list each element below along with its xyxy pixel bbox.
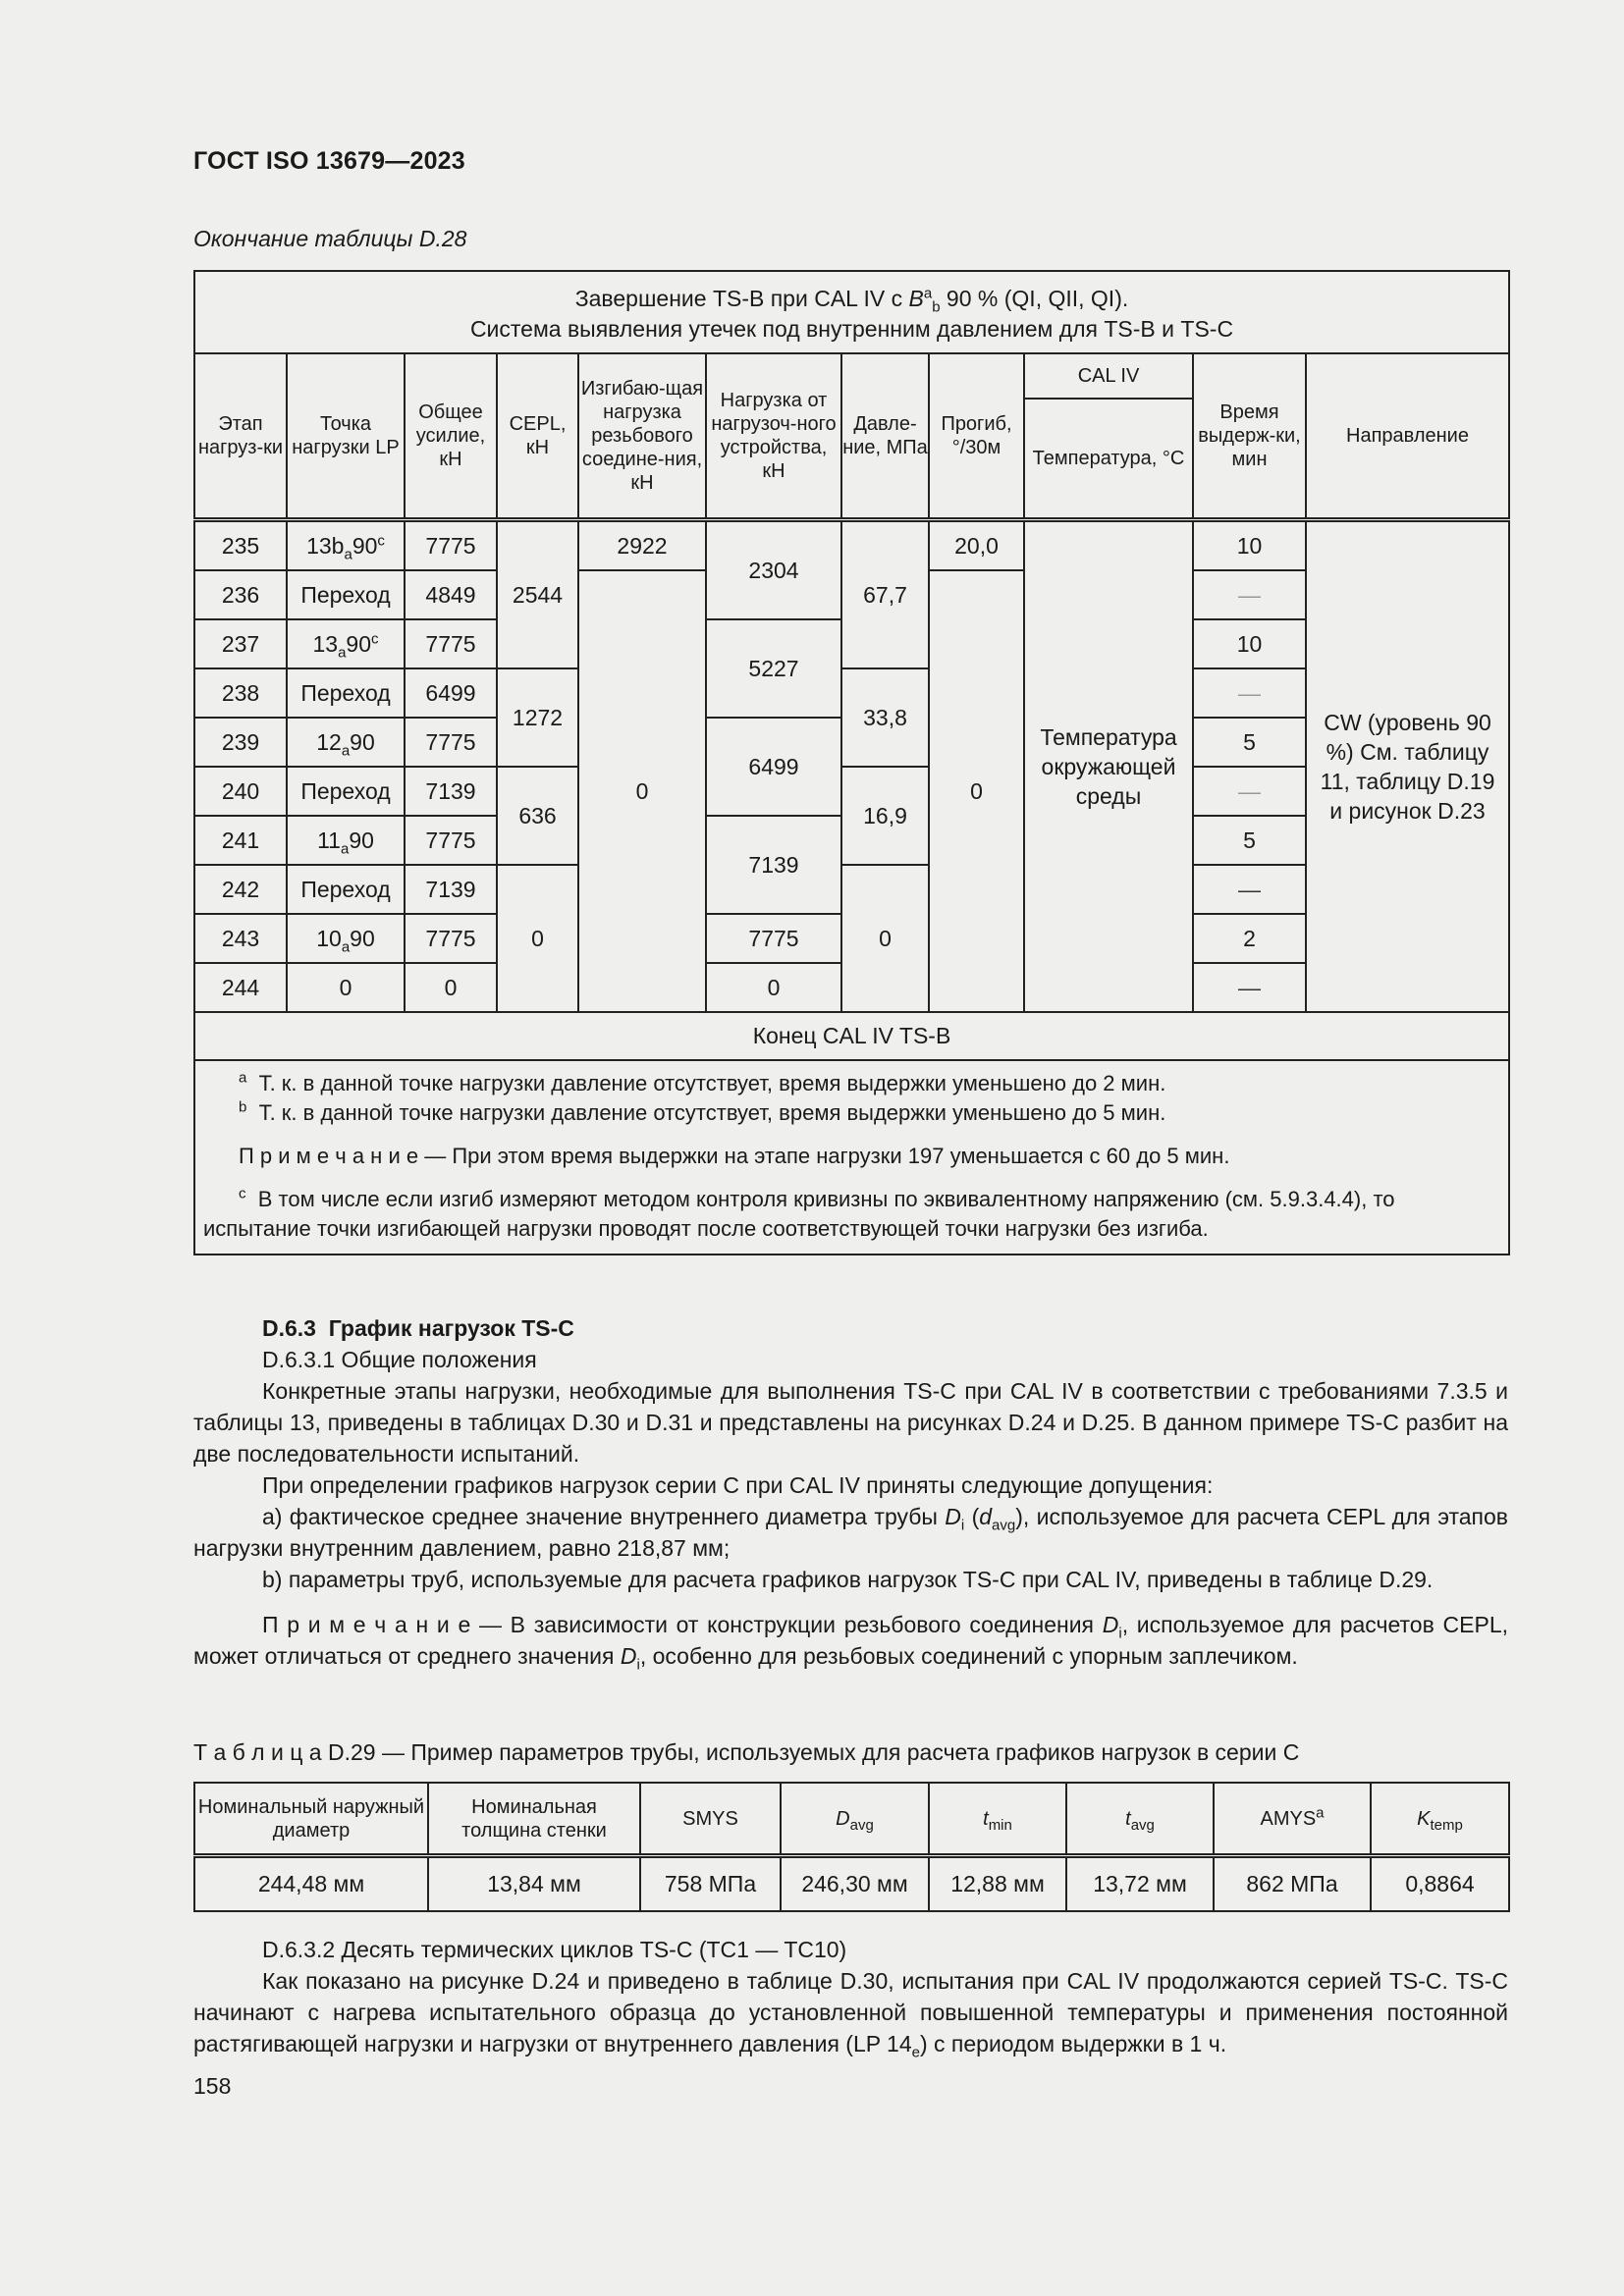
value-cell: 758 МПа [640, 1856, 781, 1912]
section-d63 [193, 1312, 1508, 1672]
point-cell: $12_a90$ [287, 718, 405, 767]
header-ktemp: $K_{temp}$ [1371, 1783, 1509, 1856]
header-force: Общее усилие, кН [405, 353, 497, 520]
section-title: D.6.3 График нагрузок TS-C [262, 1315, 574, 1341]
table-row [194, 520, 1509, 571]
point-cell: $13b_a90^c$ [287, 520, 405, 571]
hold-cell: — [1193, 963, 1306, 1012]
header-deflection: Прогиб, °/30м [929, 353, 1024, 520]
force-cell: 7775 [405, 718, 497, 767]
header-tavg: $t_{avg}$ [1066, 1783, 1214, 1856]
cepl-cell: 2544 [497, 520, 578, 669]
hold-cell: 5 [1193, 816, 1306, 865]
stage-cell: 238 [194, 668, 287, 718]
value-cell: 13,84 мм [428, 1856, 640, 1912]
hold-cell: 2 [1193, 914, 1306, 963]
point-cell: Переход [287, 668, 405, 718]
point-cell: Переход [287, 570, 405, 619]
point-cell: $13_a90^c$ [287, 619, 405, 668]
footnote-b: $^b$ Т. к. в данной точке нагрузки давление отсутствует, время выдержки уменьшено до 5 мин. [239, 1098, 1166, 1125]
value-cell: 12,88 мм [929, 1856, 1066, 1912]
cepl-cell: 1272 [497, 668, 578, 767]
paragraph: b) параметры труб, используемые для расчета графиков нагрузок TS-C при CAL IV, приведены в таблице D.29. [262, 1567, 1434, 1592]
value-cell: 862 МПа [1214, 1856, 1371, 1912]
force-cell: 7139 [405, 865, 497, 914]
header-davg: $D_{avg}$ [781, 1783, 929, 1856]
header-amys: AMYS$^a$ [1214, 1783, 1371, 1856]
table-d28 [193, 270, 1510, 1255]
point-cell: Переход [287, 865, 405, 914]
deflection-cell: 20,0 [929, 520, 1024, 571]
value-cell: 0,8864 [1371, 1856, 1509, 1912]
direction-cell: CW (уровень 90 %) См. таблицу 11, таблицу D.19 и рисунок D.23 [1306, 520, 1509, 1013]
stage-cell: 237 [194, 619, 287, 668]
paragraph: Как показано на рисунке D.24 и приведено в таблице D.30, испытания при CAL IV продолжаются серией TS-C. TS-C начинают с нагрева испытательного образца до установленной повышенной температуры и применения постоянной растягивающей нагрузки и нагрузки от внутреннего давления (LP $14_e$) с периодом выдержки в 1 ч. [193, 1968, 1508, 2061]
device-cell: 0 [706, 963, 841, 1012]
hold-cell: — [1193, 767, 1306, 816]
table-title: Завершение TS-B при CAL IV с $B^a_b$ 90 % (QI, QII, QI). Система выявления утечек под внутренним давлением для TS-B и TS-C [194, 271, 1509, 353]
stage-cell: 236 [194, 570, 287, 619]
point-cell: 0 [287, 963, 405, 1012]
point-cell: $10_a90$ [287, 914, 405, 963]
header-cal: CAL IV [1024, 353, 1193, 399]
subsection-title: D.6.3.2 Десять термических циклов TS-C (TC1 — TC10) [262, 1937, 847, 1962]
header-tmin: $t_{min}$ [929, 1783, 1066, 1856]
footnote-c: $^c$ В том числе если изгиб измеряют методом контроля кривизны по эквивалентному напряжению (см. 5.9.3.4.4), то испытание точки изгибающей нагрузки проводят после соответствующей точки нагрузки без изгиба. [203, 1185, 1395, 1241]
temperature-cell: Температура окружающей среды [1024, 520, 1193, 1013]
page-number: 158 [193, 2073, 232, 2099]
value-cell: 13,72 мм [1066, 1856, 1214, 1912]
paragraph: При определении графиков нагрузок серии С при CAL IV приняты следующие допущения: [262, 1472, 1214, 1498]
value-cell: 246,30 мм [781, 1856, 929, 1912]
header-device: Нагрузка от нагрузоч-ного устройства, кН [706, 353, 841, 520]
header-outer-diameter: Номинальный наружный диаметр [194, 1783, 428, 1856]
table-row [194, 1856, 1509, 1912]
header-wall-thickness: Номинальная толщина стенки [428, 1783, 640, 1856]
force-cell: 7775 [405, 619, 497, 668]
header-hold: Время выдерж-ки, мин [1193, 353, 1306, 520]
cepl-cell: 636 [497, 767, 578, 865]
stage-cell: 244 [194, 963, 287, 1012]
force-cell: 7775 [405, 520, 497, 571]
pressure-cell: 67,7 [841, 520, 929, 669]
deflection-cell: 0 [929, 570, 1024, 1012]
header-smys: SMYS [640, 1783, 781, 1856]
header-direction: Направление [1306, 353, 1509, 520]
footnote-a: $^a$ Т. к. в данной точке нагрузки давление отсутствует, время выдержки уменьшено до 2 мин. [239, 1069, 1166, 1095]
value-cell: 244,48 мм [194, 1856, 428, 1912]
note: П р и м е ч а н и е — В зависимости от конструкции резьбового соединения $D_i$, используемое для расчетов CEPL, может отличаться от среднего значения $D_i$, особенно для резьбовых соединений с упорным заплечиком. [193, 1612, 1508, 1674]
device-cell: 6499 [706, 718, 841, 816]
force-cell: 7775 [405, 914, 497, 963]
stage-cell: 240 [194, 767, 287, 816]
point-cell: $11_a90$ [287, 816, 405, 865]
table-note: П р и м е ч а н и е — При этом время выдержки на этапе нагрузки 197 уменьшается с 60 до 5 мин. [239, 1144, 1230, 1168]
hold-cell: — [1193, 570, 1306, 619]
hold-cell: 10 [1193, 520, 1306, 571]
table-notes [194, 1060, 1509, 1255]
force-cell: 7775 [405, 816, 497, 865]
stage-cell: 242 [194, 865, 287, 914]
stage-cell: 241 [194, 816, 287, 865]
paragraph: a) фактическое среднее значение внутреннего диаметра трубы $D_i$ $(d_{avg})$, используемое для расчета CEPL для этапов нагрузки внутренним давлением, равно 218,87 мм; [193, 1504, 1508, 1561]
bending-cell: 0 [578, 570, 706, 1012]
hold-cell: — [1193, 865, 1306, 914]
header-cepl: CEPL, кН [497, 353, 578, 520]
bending-cell: 2922 [578, 520, 706, 571]
document-header: ГОСТ ISO 13679—2023 [193, 147, 465, 175]
hold-cell: — [1193, 668, 1306, 718]
force-cell: 4849 [405, 570, 497, 619]
section-d632 [193, 1934, 1508, 2059]
hold-cell: 5 [1193, 718, 1306, 767]
device-cell: 7139 [706, 816, 841, 914]
table-caption-continuation: Окончание таблицы D.28 [193, 226, 467, 251]
device-cell: 2304 [706, 520, 841, 620]
paragraph: Конкретные этапы нагрузки, необходимые для выполнения TS-C при CAL IV в соответствии с требованиями 7.3.5 и таблицы 13, приведены в таблицах D.30 и D.31 и представлены на рисунках D.24 и D.25. В данном примере TS-C разбит на две последовательности испытаний. [193, 1378, 1508, 1467]
header-pressure: Давле-ние, МПа [841, 353, 929, 520]
point-cell: Переход [287, 767, 405, 816]
header-bending: Изгибаю-щая нагрузка резьбового соедине-ния, кН [578, 353, 706, 520]
header-point: Точка нагрузки LP [287, 353, 405, 520]
subsection-title: D.6.3.1 Общие положения [262, 1347, 537, 1372]
header-stage: Этап нагруз-ки [194, 353, 287, 520]
table-d29 [193, 1782, 1510, 1912]
pressure-cell: 0 [841, 865, 929, 1012]
force-cell: 0 [405, 963, 497, 1012]
stage-cell: 239 [194, 718, 287, 767]
device-cell: 5227 [706, 619, 841, 718]
pressure-cell: 33,8 [841, 668, 929, 767]
force-cell: 7139 [405, 767, 497, 816]
force-cell: 6499 [405, 668, 497, 718]
device-cell: 7775 [706, 914, 841, 963]
header-temperature: Температура, °C [1024, 399, 1193, 520]
stage-cell: 243 [194, 914, 287, 963]
table-d29-caption: Т а б л и ц а D.29 — Пример параметров трубы, используемых для расчета графиков нагрузок в серии С [193, 1739, 1300, 1765]
cepl-cell: 0 [497, 865, 578, 1012]
pressure-cell: 16,9 [841, 767, 929, 865]
stage-cell: 235 [194, 520, 287, 571]
hold-cell: 10 [1193, 619, 1306, 668]
end-row: Конец CAL IV TS-B [194, 1012, 1509, 1060]
